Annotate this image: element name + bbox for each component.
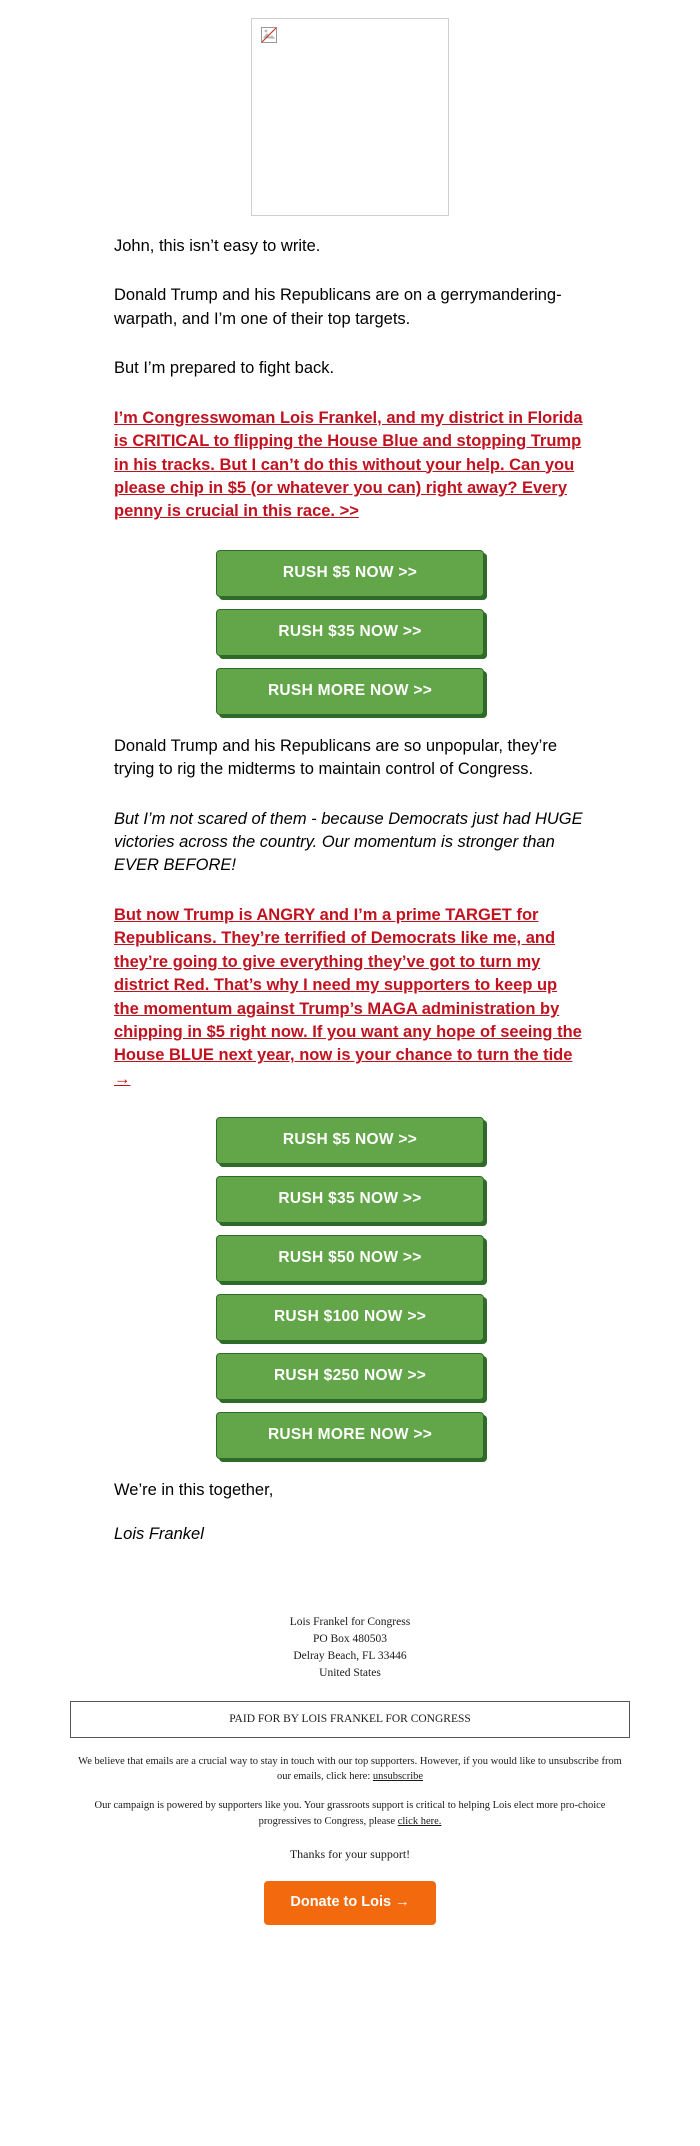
unsubscribe-fineprint	[70, 1754, 630, 1784]
button-row	[114, 1412, 586, 1459]
button-row	[114, 609, 586, 656]
rush-5-button-bottom[interactable]: RUSH $5 NOW >>	[216, 1117, 484, 1164]
unsubscribe-link[interactable]: unsubscribe	[372, 1771, 424, 1783]
button-row	[114, 1353, 586, 1400]
paid-for-disclaimer: PAID FOR BY LOIS FRANKEL FOR CONGRESS	[70, 1701, 630, 1738]
signature-text: Lois Frankel	[114, 1524, 204, 1543]
hero-image-area	[0, 0, 700, 221]
donation-buttons-bottom	[114, 1117, 586, 1459]
unsubscribe-text: We believe that emails are a crucial way to stay in touch with our top supporters. However, if you would like to unsubscribe from our emails, click here:	[78, 1755, 622, 1783]
footer-po-box: PO Box 480503	[312, 1632, 388, 1645]
button-row	[114, 1117, 586, 1164]
rush-100-button-bottom[interactable]: RUSH $100 NOW >>	[216, 1294, 484, 1341]
rush-250-button-bottom[interactable]: RUSH $250 NOW >>	[216, 1353, 484, 1400]
donation-buttons-top	[114, 550, 586, 715]
footer-org: Lois Frankel for Congress	[289, 1615, 411, 1628]
donate-to-lois-button[interactable]: Donate to Lois →	[264, 1881, 435, 1925]
broken-image-placeholder	[251, 18, 449, 216]
signoff-text: We’re in this together,	[114, 1481, 274, 1500]
paragraph-4: But I’m not scared of them - because Democrats just had HUGE victories across the country. Our momentum is stronger than EVER BEFORE!	[114, 809, 583, 875]
button-row	[114, 550, 586, 597]
broken-image-icon	[261, 27, 277, 43]
grassroots-fineprint	[70, 1798, 630, 1828]
email-footer	[0, 1614, 700, 2005]
rush-35-button-top[interactable]: RUSH $35 NOW >>	[216, 609, 484, 656]
button-row	[114, 1294, 586, 1341]
donation-appeal-link-1[interactable]: I’m Congresswoman Lois Frankel, and my district in Florida is CRITICAL to flipping the House Blue and stopping Trump in his tracks. But I can’t do this without your help. Can you please chip in $5 (or whatever you can) right away? Every penny is crucial in this race. >>	[114, 408, 583, 521]
thanks-text: Thanks for your support!	[289, 1846, 411, 1861]
footer-donate-row	[0, 1881, 700, 1965]
button-row	[114, 1176, 586, 1223]
button-row	[114, 668, 586, 715]
button-row	[114, 1235, 586, 1282]
rush-50-button-bottom[interactable]: RUSH $50 NOW >>	[216, 1235, 484, 1282]
donation-appeal-link-2[interactable]: But now Trump is ANGRY and I’m a prime TARGET for Republicans. They’re terrified of Democrats like me, and they’re going to give everything they’ve got to turn my district Red. That’s why I need my supporters to keep up the momentum against Trump’s MAGA administration by chipping in $5 right now. If you want any hope of seeing the House BLUE next year, now is your chance to turn the tide →	[114, 905, 582, 1088]
rush-more-button-bottom[interactable]: RUSH MORE NOW >>	[216, 1412, 484, 1459]
paragraph-3: Donald Trump and his Republicans are so unpopular, they’re trying to rig the midterms to maintain control of Congress.	[114, 736, 558, 779]
email-content-column	[114, 221, 586, 1544]
footer-country: United States	[319, 1667, 381, 1680]
footer-address	[0, 1614, 700, 1683]
paragraph-1: Donald Trump and his Republicans are on a gerrymandering-warpath, and I’m one of their top targets.	[114, 286, 562, 328]
rush-5-button-top[interactable]: RUSH $5 NOW >>	[216, 550, 484, 597]
rush-more-button-top[interactable]: RUSH MORE NOW >>	[216, 668, 484, 715]
footer-city-state-zip: Delray Beach, FL 33446	[293, 1650, 407, 1663]
paragraph-2: But I’m prepared to fight back.	[114, 359, 335, 378]
click-here-link[interactable]: click here.	[397, 1815, 442, 1827]
greeting-text: John, this isn’t easy to write.	[114, 237, 321, 255]
grassroots-text: Our campaign is powered by supporters like you. Your grassroots support is critical to helping Lois elect more pro-choice progressives to Congress, please	[94, 1800, 606, 1827]
rush-35-button-bottom[interactable]: RUSH $35 NOW >>	[216, 1176, 484, 1223]
